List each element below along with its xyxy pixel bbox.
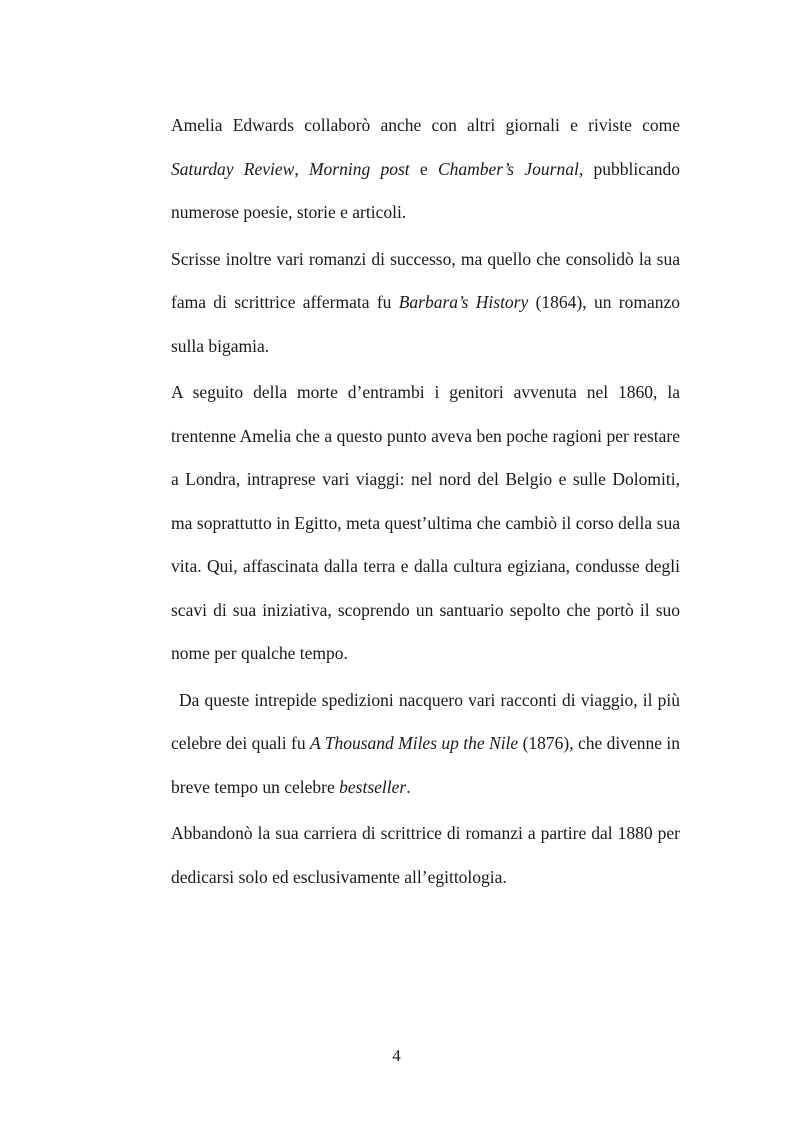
body-text xyxy=(171,104,680,902)
text-run: , xyxy=(294,158,309,179)
italic-title: Saturday Review xyxy=(171,158,295,179)
text-run: A seguito della morte d’entrambi i genitori avvenuta nel 1860, la trentenne Amelia che a questo punto aveva ben poche ragioni per restare a Londra, intraprese vari viaggi: nel nord del Belgio e sulle Dolomiti, ma soprattutto in Egitto, meta quest’ultima che cambiò il corso della sua vita. Qui, affascinata dalla terra e dalla cultura egiziana, condusse degli scavi di sua iniziativa, scoprendo un santuario sepolto che portò il suo nome per qualche tempo. xyxy=(171,382,680,663)
text-run: Amelia Edwards collaborò anche con altri giornali e riviste come xyxy=(171,115,680,135)
text-run: (1876), che divenne in breve tempo un celebre xyxy=(171,733,681,797)
paragraph-travels xyxy=(171,371,680,676)
italic-title: Morning post xyxy=(308,158,410,179)
text-run: , pubblicando numerose poesie, storie e articoli. xyxy=(171,158,680,222)
paragraph-novels xyxy=(171,238,680,369)
text-run: Abbandonò la sua carriera di scrittrice di romanzi a partire dal 1880 per dedicarsi solo ed esclusivamente all’egittologia. xyxy=(171,823,680,887)
italic-title: A Thousand Miles up the Nile xyxy=(309,733,519,753)
text-run: . xyxy=(406,776,411,797)
italic-title: bestseller xyxy=(339,776,407,797)
italic-title: Barbara’s History xyxy=(398,292,529,312)
italic-title: Chamber’s Journal xyxy=(437,158,579,179)
paragraph-egyptology xyxy=(171,812,680,899)
text-run: (1864), un romanzo sulla bigamia. xyxy=(171,292,680,356)
paragraph-travel-books xyxy=(171,679,680,810)
text-run: e xyxy=(409,158,438,179)
text-run: Scrisse inoltre vari romanzi di successo, ma quello che consolidò la sua fama di scrittrice affermata fu xyxy=(171,248,680,312)
paragraph-periodicals xyxy=(171,104,680,235)
page-number: 4 xyxy=(392,1046,401,1065)
text-run: Da queste intrepide spedizioni nacquero vari racconti di viaggio, il più celebre dei quali fu xyxy=(171,689,680,753)
